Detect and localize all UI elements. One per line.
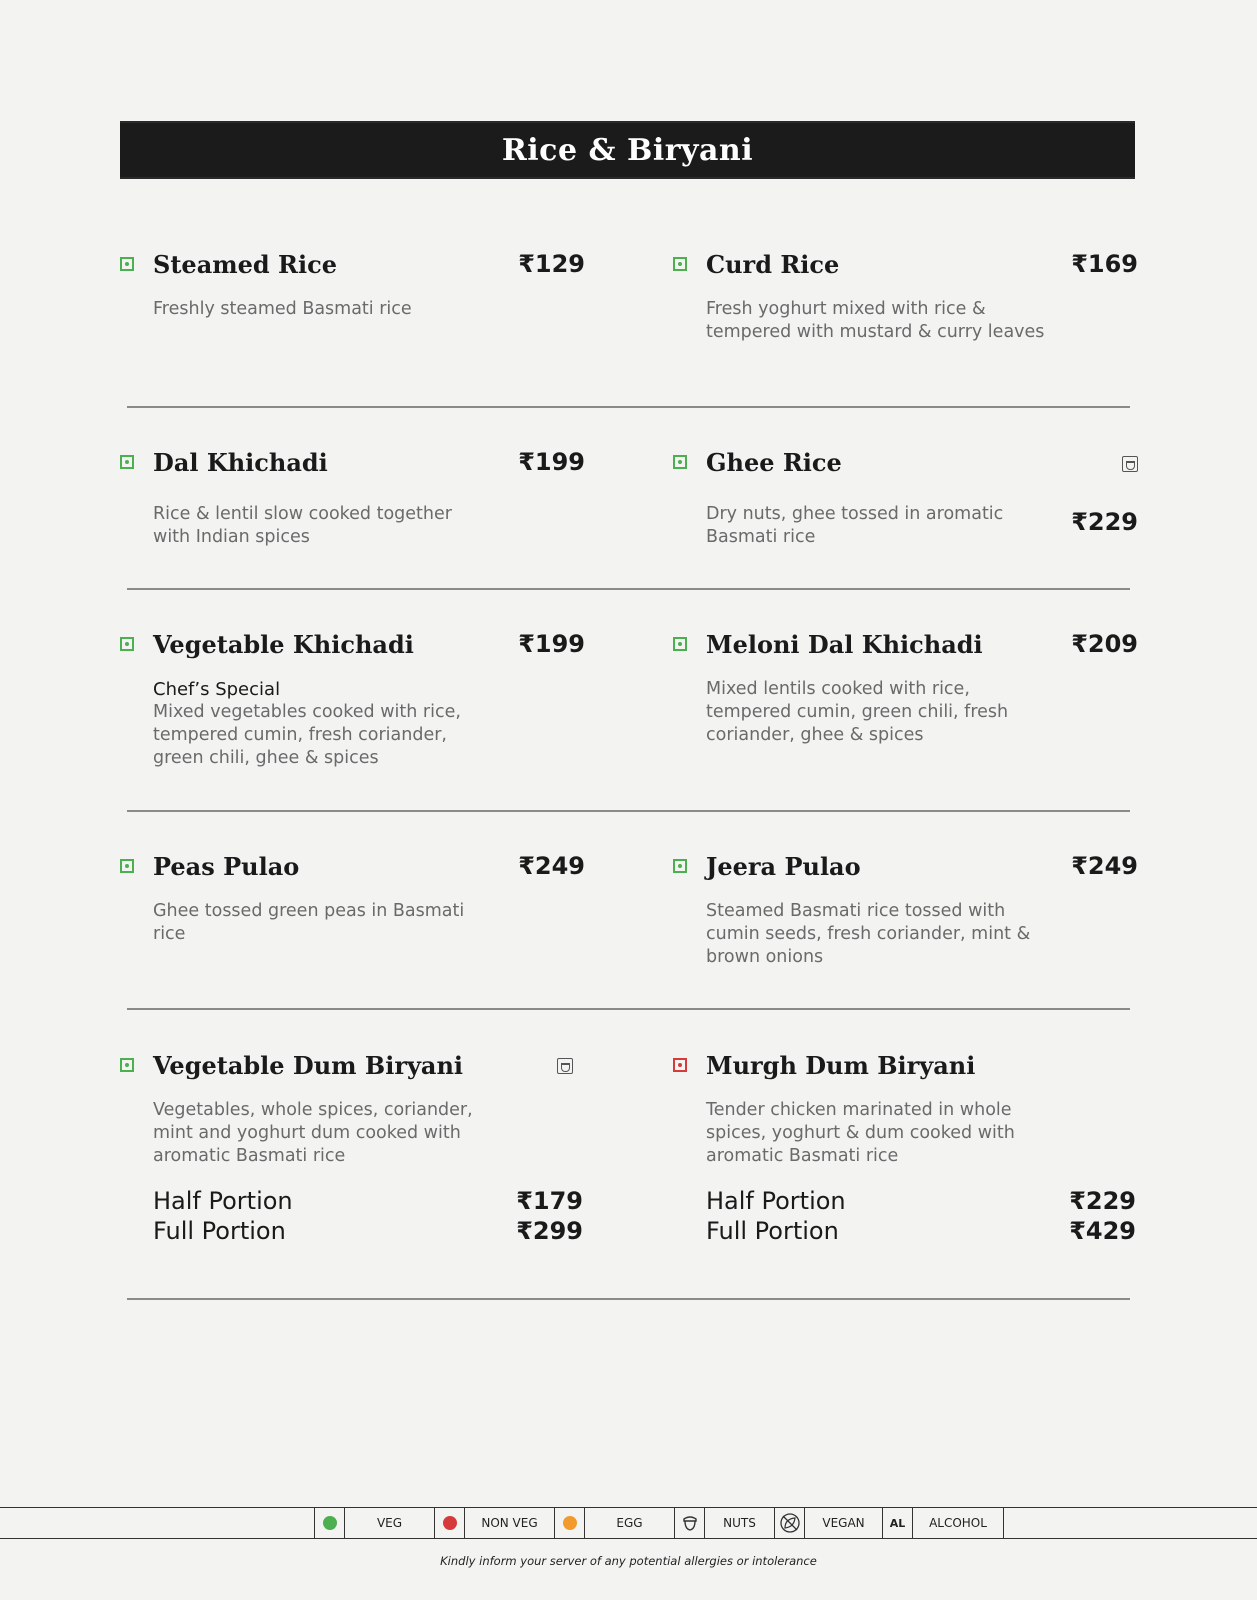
section-title-banner [120,123,1135,177]
menu-item-vegetable-khichadi [120,630,585,780]
item-price: ₹199 [518,448,585,476]
item-price: ₹169 [1071,250,1138,278]
menu-item-dal-khichadi [120,448,585,558]
nuts-icon [557,1058,573,1074]
veg-indicator-icon [673,637,687,651]
allergy-note: Kindly inform your server of any potential allergies or intolerance [440,1554,817,1568]
dietary-legend [0,1507,1257,1539]
item-description: Mixed lentils cooked with rice, tempered cumin, green chili, fresh coriander, ghee & spices [706,679,1009,745]
veg-indicator-icon [673,455,687,469]
item-name: Dal Khichadi [153,448,328,477]
item-name: Vegetable Khichadi [153,630,414,659]
veg-dot-icon [323,1516,337,1530]
menu-item-ghee-rice [673,448,1138,558]
item-price: ₹229 [1071,508,1138,536]
menu-item-jeera-pulao [673,852,1138,972]
non-veg-dot-cell [434,1508,464,1538]
item-description: Steamed Basmati rice tossed with cumin seeds, fresh coriander, mint & brown onions [706,901,1031,967]
portion-list [706,1186,1136,1246]
veg-indicator-icon [120,859,134,873]
egg-dot-cell [554,1508,584,1538]
item-description: Fresh yoghurt mixed with rice & tempered with mustard & curry leaves [706,299,1045,342]
veg-indicator-icon [673,257,687,271]
legend-egg: EGG [584,1508,674,1538]
veg-indicator-icon [120,455,134,469]
alcohol-code: AL [882,1508,912,1538]
item-description: Freshly steamed Basmati rice [153,299,412,319]
item-name: Vegetable Dum Biryani [153,1051,464,1080]
veg-indicator-icon [673,859,687,873]
nuts-icon [680,1513,700,1533]
veg-indicator-icon [120,257,134,271]
divider [127,588,1130,590]
item-name: Peas Pulao [153,852,300,881]
item-description: Mixed vegetables cooked with rice, tempered cumin, fresh coriander, green chili, ghee & spices [153,702,461,768]
nuts-icon [1122,456,1138,472]
portion-price: ₹229 [1069,1187,1136,1215]
veg-indicator-icon [120,1058,134,1072]
egg-dot-icon [563,1516,577,1530]
item-price: ₹249 [1071,852,1138,880]
portion-label: Half Portion [153,1187,293,1215]
menu-item-curd-rice [673,250,1138,370]
non-veg-dot-icon [443,1516,457,1530]
divider [127,1298,1130,1300]
portion-row-half [153,1186,583,1216]
item-name: Ghee Rice [706,448,842,477]
item-description: Tender chicken marinated in whole spices, yoghurt & dum cooked with aromatic Basmati rice [706,1100,1015,1166]
legend-non-veg: NON VEG [464,1508,554,1538]
menu-item-steamed-rice [120,250,585,370]
portion-label: Full Portion [153,1217,286,1245]
item-description: Vegetables, whole spices, coriander, mint and yoghurt dum cooked with aromatic Basmati rice [153,1100,473,1166]
legend-nuts: NUTS [704,1508,774,1538]
legend-veg: VEG [344,1508,434,1538]
item-name: Curd Rice [706,250,840,279]
item-name: Meloni Dal Khichadi [706,630,983,659]
item-price: ₹199 [518,630,585,658]
divider [127,406,1130,408]
item-description-block [153,678,493,770]
vegan-leaf-icon [779,1512,801,1534]
section-title: Rice & Biryani [501,132,754,168]
menu-item-peas-pulao [120,852,585,972]
divider [127,810,1130,812]
non-veg-indicator-icon [673,1058,687,1072]
menu-item-murgh-dum-biryani [673,1051,1138,1261]
item-name: Jeera Pulao [706,852,861,881]
item-name: Steamed Rice [153,250,337,279]
chef-special-label: Chef’s Special [153,679,281,700]
portion-label: Full Portion [706,1217,839,1245]
item-price: ₹129 [518,250,585,278]
veg-indicator-icon [120,637,134,651]
portion-price: ₹429 [1069,1217,1136,1245]
legend-vegan: VEGAN [804,1508,882,1538]
menu-item-vegetable-dum-biryani [120,1051,585,1261]
portion-price: ₹179 [516,1187,583,1215]
vegan-cell [774,1508,804,1538]
portion-row-half [706,1186,1136,1216]
item-name: Murgh Dum Biryani [706,1051,976,1080]
divider [127,1008,1130,1010]
veg-dot-cell [314,1508,344,1538]
nuts-cell [674,1508,704,1538]
portion-price: ₹299 [516,1217,583,1245]
item-price: ₹249 [518,852,585,880]
portion-row-full [706,1216,1136,1246]
item-description: Dry nuts, ghee tossed in aromatic Basmati rice [706,504,1004,547]
portion-label: Half Portion [706,1187,846,1215]
item-description: Ghee tossed green peas in Basmati rice [153,901,465,944]
item-description: Rice & lentil slow cooked together with Indian spices [153,504,452,547]
legend-alcohol: ALCOHOL [912,1508,1004,1538]
portion-row-full [153,1216,583,1246]
portion-list [153,1186,583,1246]
menu-item-meloni-dal-khichadi [673,630,1138,750]
item-price: ₹209 [1071,630,1138,658]
